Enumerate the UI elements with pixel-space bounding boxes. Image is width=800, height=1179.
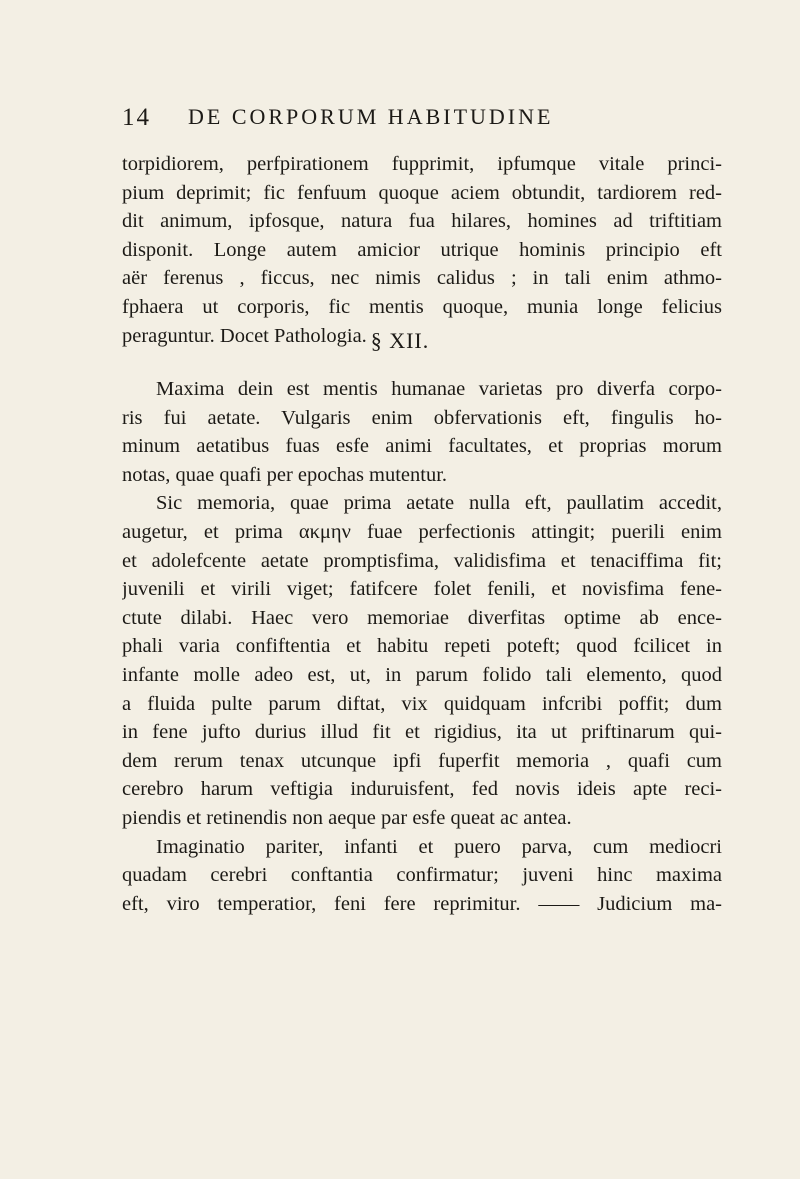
text-line: ctute dilabi. Haec vero memoriae diverfitas optime ab ence-: [122, 606, 722, 629]
paragraph-1: [122, 150, 722, 350]
text-line: dem rerum tenax utcunque ipfi fuperfit memoria , quafi cum: [122, 749, 722, 772]
text-line: phali varia confiftentia et habitu repeti poteft; quod fcilicet in: [122, 635, 722, 658]
text-line: juvenili et virili viget; fatifcere folet fenili, et novisfima fene-: [122, 578, 722, 601]
running-title: DE CORPORUM HABITUDINE: [188, 104, 554, 129]
text-line: eft, viro temperatior, feni fere reprimitur. —— Judicium ma-: [122, 892, 722, 915]
text-line: et adolefcente aetate promptisfima, validisfima et tenaciffima fit;: [122, 549, 722, 572]
text-line: Imaginatio pariter, infanti et puero parva, cum mediocri: [156, 835, 722, 858]
text-line: piendis et retinendis non aeque par esfe queat ac antea.: [122, 806, 572, 829]
text-line: augetur, et prima ακμην fuae perfectionis attingit; puerili enim: [122, 520, 722, 543]
text-line: Sic memoria, quae prima aetate nulla eft, paullatim accedit,: [156, 492, 722, 515]
text-line: cerebro harum veftigia induruisfent, fed novis ideis apte reci-: [122, 778, 722, 801]
text-line: infante molle adeo est, ut, in parum folido tali elemento, quod: [122, 663, 722, 686]
text-line: ris fui aetate. Vulgaris enim obfervationis eft, fingulis ho-: [122, 406, 722, 429]
page-number: 14: [122, 104, 151, 131]
page-header: [122, 100, 722, 136]
text-line: a fluida pulte parum diftat, vix quidquam infcribi poffit; dum: [122, 692, 722, 715]
section-heading: § XII.: [370, 328, 430, 353]
paragraph-2: [122, 375, 722, 918]
text-line: pium deprimit; fic fenfuum quoque aciem obtundit, tardiorem red-: [122, 181, 722, 204]
text-line: in fene jufto durius illud fit et rigidius, ita ut priftinarum qui-: [122, 721, 722, 744]
text-line: quadam cerebri conftantia confirmatur; juveni hinc maxima: [122, 864, 722, 887]
text-line: peraguntur. Docet Pathologia.: [122, 324, 367, 347]
text-line: torpidiorem, perfpirationem fupprimit, ipfumque vitale princi-: [122, 153, 722, 175]
text-line: aër ferenus , ficcus, nec nimis calidus ; in tali enim athmo-: [122, 267, 722, 290]
text-line: dit animum, ipfosque, natura fua hilares, homines ad triftitiam: [122, 210, 722, 233]
text-line: notas, quae quafi per epochas mutentur.: [122, 463, 448, 486]
text-line: minum aetatibus fuas esfe animi facultates, et proprias morum: [122, 435, 722, 458]
text-line: Maxima dein est mentis humanae varietas pro diverfa corpo-: [156, 378, 722, 400]
text-line: disponit. Longe autem amicior utrique hominis principio eft: [122, 238, 722, 261]
text-line: fphaera ut corporis, fic mentis quoque, munia longe felicius: [122, 295, 722, 318]
